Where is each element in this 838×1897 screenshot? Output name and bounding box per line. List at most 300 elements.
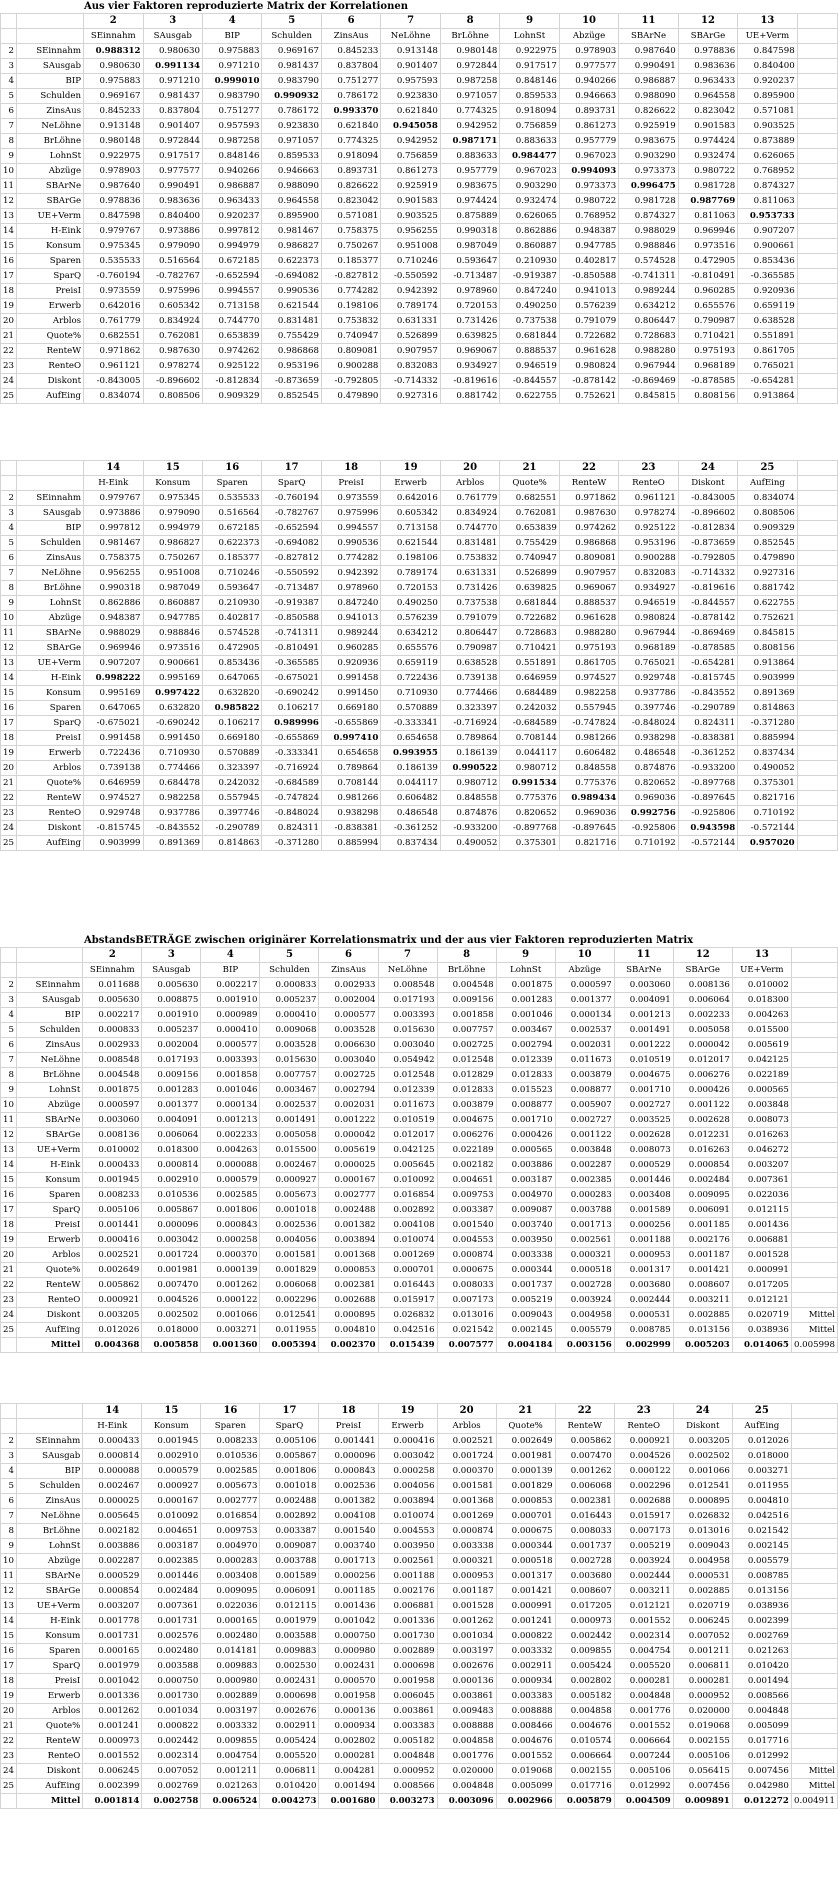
value-cell[interactable]: 0.375301 — [500, 836, 559, 851]
value-cell[interactable]: 0.005424 — [260, 1734, 319, 1749]
value-cell[interactable]: 0.654658 — [381, 731, 440, 746]
col-number[interactable]: 10 — [559, 14, 618, 29]
value-cell[interactable]: 0.002004 — [142, 1038, 201, 1053]
extra-cell[interactable] — [791, 1674, 837, 1689]
extra-cell[interactable] — [797, 59, 837, 74]
value-cell[interactable]: 0.750267 — [321, 239, 380, 254]
value-cell[interactable]: 0.977577 — [143, 164, 202, 179]
col-name[interactable]: AufEing — [738, 476, 797, 491]
row-number[interactable]: 3 — [1, 506, 17, 521]
value-cell[interactable]: 0.000973 — [555, 1614, 614, 1629]
row-number[interactable]: 13 — [1, 1143, 17, 1158]
row-label[interactable]: Quote% — [16, 329, 83, 344]
value-cell[interactable]: 0.002296 — [614, 1479, 673, 1494]
extra-cell[interactable] — [797, 791, 837, 806]
value-cell[interactable]: 0.956255 — [381, 224, 440, 239]
row-label[interactable]: NeLöhne — [16, 119, 83, 134]
value-cell[interactable]: 0.957020 — [738, 836, 797, 851]
value-cell[interactable]: -0.675021 — [84, 716, 143, 731]
value-cell[interactable]: 0.000283 — [555, 1188, 614, 1203]
value-cell[interactable]: 0.020000 — [437, 1764, 496, 1779]
row-label[interactable]: H-Eink — [16, 1158, 82, 1173]
value-cell[interactable]: 0.000934 — [496, 1674, 555, 1689]
value-cell[interactable]: 0.009043 — [496, 1308, 555, 1323]
extra-cell[interactable] — [797, 776, 837, 791]
value-cell[interactable]: 0.987171 — [440, 134, 499, 149]
value-cell[interactable]: 0.001528 — [732, 1248, 791, 1263]
value-cell[interactable]: 0.004958 — [555, 1308, 614, 1323]
value-cell[interactable]: 0.016443 — [555, 1509, 614, 1524]
value-cell[interactable]: 0.903999 — [738, 671, 797, 686]
value-cell[interactable]: 0.001713 — [555, 1218, 614, 1233]
value-cell[interactable]: 0.001066 — [201, 1308, 260, 1323]
row-number[interactable]: 6 — [1, 551, 17, 566]
value-cell[interactable]: 0.852545 — [738, 536, 797, 551]
value-cell[interactable]: 0.007244 — [614, 1749, 673, 1764]
value-cell[interactable]: 0.003383 — [378, 1719, 437, 1734]
value-cell[interactable]: -0.747824 — [262, 791, 321, 806]
row-number[interactable]: 20 — [1, 1704, 17, 1719]
value-cell[interactable]: 0.002777 — [319, 1188, 378, 1203]
value-cell[interactable]: 0.008877 — [555, 1083, 614, 1098]
corner-cell[interactable] — [1, 963, 17, 978]
value-cell[interactable]: 0.012115 — [732, 1203, 791, 1218]
row-number[interactable]: 25 — [1, 836, 17, 851]
row-label[interactable]: Sparen — [16, 1188, 82, 1203]
value-cell[interactable]: 0.873889 — [738, 134, 797, 149]
value-cell[interactable]: -0.815745 — [678, 671, 737, 686]
value-cell[interactable]: 0.571081 — [321, 209, 380, 224]
value-cell[interactable]: 0.013016 — [673, 1524, 732, 1539]
value-cell[interactable]: 0.000989 — [201, 1008, 260, 1023]
value-cell[interactable]: 0.000750 — [319, 1629, 378, 1644]
value-cell[interactable]: 0.811063 — [678, 209, 737, 224]
value-cell[interactable]: 0.626065 — [738, 149, 797, 164]
value-cell[interactable]: 0.903999 — [84, 836, 143, 851]
value-cell[interactable]: 0.000096 — [319, 1449, 378, 1464]
value-cell[interactable]: -0.827812 — [262, 551, 321, 566]
value-cell[interactable]: 0.486548 — [381, 806, 440, 821]
value-cell[interactable]: 0.942952 — [381, 134, 440, 149]
value-cell[interactable]: 0.001018 — [260, 1479, 319, 1494]
col-number[interactable]: 15 — [142, 1404, 201, 1419]
row-number[interactable]: 6 — [1, 1038, 17, 1053]
extra-cell[interactable] — [797, 836, 837, 851]
value-cell[interactable]: 0.988090 — [619, 89, 678, 104]
extra-cell[interactable] — [797, 269, 837, 284]
col-number[interactable]: 5 — [260, 948, 319, 963]
value-cell[interactable]: 0.198106 — [321, 299, 380, 314]
value-cell[interactable]: 0.516564 — [143, 254, 202, 269]
value-cell[interactable]: -0.741311 — [619, 269, 678, 284]
value-cell[interactable]: 0.647065 — [202, 671, 261, 686]
value-cell[interactable]: 0.000701 — [496, 1509, 555, 1524]
value-cell[interactable]: 0.929748 — [84, 806, 143, 821]
value-cell[interactable]: -0.792805 — [678, 551, 737, 566]
row-label[interactable]: LohnSt — [16, 596, 83, 611]
value-cell[interactable]: 0.001724 — [437, 1449, 496, 1464]
value-cell[interactable]: -0.850588 — [559, 269, 618, 284]
value-cell[interactable]: 0.000416 — [83, 1233, 142, 1248]
value-cell[interactable]: 0.574528 — [202, 626, 261, 641]
row-label[interactable]: NeLöhne — [16, 1509, 82, 1524]
col-number[interactable]: 18 — [321, 461, 380, 476]
mittel-value[interactable]: 0.001680 — [319, 1794, 378, 1809]
row-number[interactable]: 2 — [1, 1434, 17, 1449]
value-cell[interactable]: 0.001491 — [260, 1113, 319, 1128]
value-cell[interactable]: 0.490052 — [738, 761, 797, 776]
value-cell[interactable]: 0.004651 — [142, 1524, 201, 1539]
value-cell[interactable]: 0.000426 — [496, 1128, 555, 1143]
value-cell[interactable]: 0.003861 — [437, 1689, 496, 1704]
value-cell[interactable]: 0.021542 — [437, 1323, 496, 1338]
value-cell[interactable]: 0.006881 — [732, 1233, 791, 1248]
extra-cell[interactable] — [791, 1434, 837, 1449]
value-cell[interactable]: 0.982258 — [559, 686, 618, 701]
value-cell[interactable]: 0.001737 — [496, 1278, 555, 1293]
col-name[interactable]: BrLöhne — [437, 963, 496, 978]
extra-cell[interactable] — [791, 1023, 837, 1038]
value-cell[interactable]: 0.004848 — [378, 1749, 437, 1764]
value-cell[interactable]: 0.002431 — [260, 1674, 319, 1689]
value-cell[interactable]: 0.710246 — [202, 566, 261, 581]
value-cell[interactable]: 0.006811 — [673, 1659, 732, 1674]
value-cell[interactable]: 0.895900 — [738, 89, 797, 104]
mittel-value[interactable]: 0.002758 — [142, 1794, 201, 1809]
extra-cell[interactable] — [791, 1263, 837, 1278]
value-cell[interactable]: 0.969946 — [678, 224, 737, 239]
row-label[interactable]: SBArNe — [16, 1569, 82, 1584]
value-cell[interactable]: -0.878585 — [678, 374, 737, 389]
value-cell[interactable]: 0.002031 — [555, 1038, 614, 1053]
value-cell[interactable]: 0.983675 — [619, 134, 678, 149]
value-cell[interactable]: 0.000895 — [673, 1494, 732, 1509]
value-cell[interactable]: 0.000843 — [201, 1218, 260, 1233]
row-label[interactable]: SparQ — [16, 716, 83, 731]
value-cell[interactable]: 0.038936 — [732, 1599, 791, 1614]
value-cell[interactable]: 0.000854 — [673, 1158, 732, 1173]
value-cell[interactable]: 0.490250 — [500, 299, 559, 314]
col-number[interactable]: 19 — [378, 1404, 437, 1419]
col-name[interactable]: SBArGe — [673, 963, 732, 978]
row-number[interactable]: 15 — [1, 1173, 17, 1188]
row-label[interactable]: AufEing — [16, 836, 83, 851]
value-cell[interactable]: 0.021542 — [732, 1524, 791, 1539]
value-cell[interactable]: 0.000853 — [496, 1494, 555, 1509]
value-cell[interactable]: 0.375301 — [738, 776, 797, 791]
value-cell[interactable]: 0.001262 — [83, 1704, 142, 1719]
value-cell[interactable]: 0.001581 — [437, 1479, 496, 1494]
value-cell[interactable]: -0.896602 — [678, 506, 737, 521]
value-cell[interactable]: 0.791079 — [440, 611, 499, 626]
value-cell[interactable]: 0.002484 — [142, 1584, 201, 1599]
extra-cell[interactable] — [791, 978, 837, 993]
value-cell[interactable]: 0.574528 — [619, 254, 678, 269]
value-cell[interactable]: 0.005867 — [142, 1203, 201, 1218]
value-cell[interactable]: -0.365585 — [262, 656, 321, 671]
value-cell[interactable]: 0.006245 — [673, 1614, 732, 1629]
row-number[interactable]: 16 — [1, 1644, 17, 1659]
value-cell[interactable]: 0.000934 — [319, 1719, 378, 1734]
value-cell[interactable]: 0.895900 — [262, 209, 321, 224]
value-cell[interactable]: 0.848558 — [440, 791, 499, 806]
value-cell[interactable]: 0.987049 — [143, 581, 202, 596]
value-cell[interactable]: 0.859533 — [500, 89, 559, 104]
value-cell[interactable]: 0.003387 — [437, 1203, 496, 1218]
value-cell[interactable]: 0.010092 — [142, 1509, 201, 1524]
extra-cell[interactable] — [797, 74, 837, 89]
value-cell[interactable]: 0.004848 — [437, 1779, 496, 1794]
col-number[interactable]: 20 — [440, 461, 499, 476]
value-cell[interactable]: 0.925122 — [619, 521, 678, 536]
row-label[interactable]: BrLöhne — [16, 581, 83, 596]
value-cell[interactable]: -0.869469 — [678, 626, 737, 641]
row-number[interactable]: 9 — [1, 1539, 17, 1554]
value-cell[interactable]: 0.008136 — [83, 1128, 142, 1143]
value-cell[interactable]: 0.989996 — [262, 716, 321, 731]
value-cell[interactable]: 0.984477 — [500, 149, 559, 164]
extra-cell[interactable] — [791, 1053, 837, 1068]
extra-cell[interactable] — [797, 89, 837, 104]
col-number[interactable]: 7 — [378, 948, 437, 963]
value-cell[interactable]: 0.001552 — [496, 1749, 555, 1764]
value-cell[interactable]: 0.003207 — [83, 1599, 142, 1614]
value-cell[interactable]: 0.006045 — [378, 1689, 437, 1704]
value-cell[interactable]: 0.323397 — [440, 701, 499, 716]
row-number[interactable]: 24 — [1, 1764, 17, 1779]
mittel-overall[interactable]: 0.005998 — [791, 1338, 837, 1353]
value-cell[interactable]: 0.001336 — [378, 1614, 437, 1629]
value-cell[interactable]: -0.714332 — [678, 566, 737, 581]
value-cell[interactable]: 0.004848 — [614, 1689, 673, 1704]
value-cell[interactable]: 0.008566 — [732, 1689, 791, 1704]
value-cell[interactable]: 0.997812 — [202, 224, 261, 239]
value-cell[interactable]: 0.526899 — [381, 329, 440, 344]
value-cell[interactable]: 0.980712 — [500, 761, 559, 776]
extra-cell[interactable] — [791, 1278, 837, 1293]
value-cell[interactable]: 0.005237 — [142, 1023, 201, 1038]
value-cell[interactable]: 0.669180 — [321, 701, 380, 716]
value-cell[interactable]: 0.003211 — [614, 1584, 673, 1599]
value-cell[interactable]: 0.634212 — [381, 626, 440, 641]
value-cell[interactable]: 0.003924 — [614, 1554, 673, 1569]
value-cell[interactable]: 0.397746 — [202, 806, 261, 821]
value-cell[interactable]: -0.675021 — [262, 671, 321, 686]
value-cell[interactable]: 0.002536 — [260, 1218, 319, 1233]
value-cell[interactable]: 0.186139 — [440, 746, 499, 761]
value-cell[interactable]: 0.975883 — [202, 44, 261, 59]
extra-cell[interactable] — [797, 179, 837, 194]
value-cell[interactable]: 0.000256 — [319, 1569, 378, 1584]
extra-cell[interactable] — [797, 566, 837, 581]
row-number[interactable]: 23 — [1, 1293, 17, 1308]
value-cell[interactable]: 0.808156 — [738, 641, 797, 656]
row-number[interactable]: 24 — [1, 821, 17, 836]
row-label[interactable]: ZinsAus — [16, 551, 83, 566]
value-cell[interactable]: -0.815745 — [84, 821, 143, 836]
value-cell[interactable]: 0.001875 — [496, 978, 555, 993]
value-cell[interactable]: 0.993370 — [321, 104, 380, 119]
value-cell[interactable]: 0.002431 — [319, 1659, 378, 1674]
value-cell[interactable]: 0.042125 — [732, 1053, 791, 1068]
value-cell[interactable]: 0.000874 — [437, 1524, 496, 1539]
col-number[interactable]: 21 — [496, 1404, 555, 1419]
extra-cell[interactable] — [797, 581, 837, 596]
value-cell[interactable]: 0.969946 — [84, 641, 143, 656]
value-cell[interactable]: 0.001737 — [555, 1539, 614, 1554]
row-number[interactable]: 9 — [1, 149, 17, 164]
value-cell[interactable]: 0.900661 — [738, 239, 797, 254]
value-cell[interactable]: 0.005673 — [260, 1188, 319, 1203]
value-cell[interactable]: 0.789864 — [321, 761, 380, 776]
value-cell[interactable]: 0.012548 — [378, 1068, 437, 1083]
value-cell[interactable]: 0.044117 — [500, 746, 559, 761]
row-label[interactable]: Diskont — [16, 1764, 82, 1779]
value-cell[interactable]: 0.653839 — [500, 521, 559, 536]
row-label[interactable]: SAusgab — [16, 993, 82, 1008]
value-cell[interactable]: 0.971862 — [559, 491, 618, 506]
extra-cell[interactable] — [791, 1629, 837, 1644]
value-cell[interactable]: 0.002561 — [378, 1554, 437, 1569]
value-cell[interactable]: 0.710246 — [381, 254, 440, 269]
value-cell[interactable]: 0.987640 — [619, 44, 678, 59]
row-label[interactable]: Konsum — [16, 686, 83, 701]
value-cell[interactable]: 0.932474 — [500, 194, 559, 209]
value-cell[interactable]: 0.622373 — [262, 254, 321, 269]
col-name[interactable]: AufEing — [732, 1419, 791, 1434]
row-label[interactable]: SBArGe — [16, 641, 83, 656]
value-cell[interactable]: 0.001241 — [83, 1719, 142, 1734]
value-cell[interactable]: 0.001858 — [437, 1008, 496, 1023]
value-cell[interactable]: 0.017205 — [732, 1278, 791, 1293]
value-cell[interactable]: 0.000433 — [83, 1158, 142, 1173]
value-cell[interactable]: 0.631331 — [381, 314, 440, 329]
value-cell[interactable]: 0.004526 — [614, 1449, 673, 1464]
col-number[interactable]: 16 — [201, 1404, 260, 1419]
row-number[interactable]: 8 — [1, 1524, 17, 1539]
value-cell[interactable]: 0.621840 — [381, 104, 440, 119]
value-cell[interactable]: 0.008607 — [555, 1584, 614, 1599]
value-cell[interactable]: 0.961628 — [559, 344, 618, 359]
value-cell[interactable]: 0.570889 — [381, 701, 440, 716]
value-cell[interactable]: 0.004526 — [142, 1293, 201, 1308]
value-cell[interactable]: 0.909329 — [738, 521, 797, 536]
row-label[interactable]: Erwerb — [16, 1689, 82, 1704]
value-cell[interactable]: 0.000814 — [142, 1158, 201, 1173]
value-cell[interactable]: 0.860887 — [500, 239, 559, 254]
mittel-value[interactable]: 0.014065 — [732, 1338, 791, 1353]
value-cell[interactable]: 0.988846 — [143, 626, 202, 641]
value-cell[interactable]: 0.003211 — [673, 1293, 732, 1308]
value-cell[interactable]: 0.001858 — [201, 1068, 260, 1083]
value-cell[interactable]: 0.001187 — [673, 1248, 732, 1263]
corner-cell[interactable] — [1, 14, 17, 29]
extra-cell[interactable] — [791, 1113, 837, 1128]
value-cell[interactable]: 0.001540 — [319, 1524, 378, 1539]
value-cell[interactable]: 0.907957 — [559, 566, 618, 581]
value-cell[interactable]: 0.001910 — [142, 1008, 201, 1023]
value-cell[interactable]: 0.913148 — [84, 119, 143, 134]
value-cell[interactable]: 0.007361 — [732, 1173, 791, 1188]
value-cell[interactable]: 0.808156 — [678, 389, 737, 404]
row-label[interactable]: SparQ — [16, 269, 83, 284]
value-cell[interactable]: 0.002521 — [437, 1434, 496, 1449]
col-name[interactable]: Schulden — [262, 29, 321, 44]
extra-cell[interactable] — [797, 119, 837, 134]
value-cell[interactable]: 0.710192 — [738, 806, 797, 821]
value-cell[interactable]: 0.969167 — [262, 44, 321, 59]
value-cell[interactable]: 0.943598 — [678, 821, 737, 836]
col-name[interactable]: Sparen — [201, 1419, 260, 1434]
value-cell[interactable]: 0.011955 — [732, 1479, 791, 1494]
row-number[interactable]: 4 — [1, 1008, 17, 1023]
value-cell[interactable]: 0.004056 — [260, 1233, 319, 1248]
value-cell[interactable]: 0.009068 — [260, 1023, 319, 1038]
value-cell[interactable]: 0.002561 — [555, 1233, 614, 1248]
value-cell[interactable]: 0.000283 — [201, 1554, 260, 1569]
value-cell[interactable]: 0.000167 — [319, 1173, 378, 1188]
value-cell[interactable]: 0.013016 — [437, 1308, 496, 1323]
value-cell[interactable]: 0.015523 — [496, 1083, 555, 1098]
value-cell[interactable]: 0.012121 — [732, 1293, 791, 1308]
value-cell[interactable]: 0.005219 — [614, 1539, 673, 1554]
value-cell[interactable]: 0.002176 — [378, 1584, 437, 1599]
value-cell[interactable]: -0.896602 — [143, 374, 202, 389]
value-cell[interactable]: 0.000088 — [201, 1158, 260, 1173]
value-cell[interactable]: 0.003332 — [496, 1644, 555, 1659]
value-cell[interactable]: 0.021263 — [732, 1644, 791, 1659]
value-cell[interactable]: 0.001979 — [260, 1614, 319, 1629]
value-cell[interactable]: 0.986827 — [262, 239, 321, 254]
value-cell[interactable]: 0.008875 — [142, 993, 201, 1008]
value-cell[interactable]: -0.873659 — [262, 374, 321, 389]
value-cell[interactable]: 0.001829 — [260, 1263, 319, 1278]
value-cell[interactable]: -0.371280 — [738, 716, 797, 731]
row-number[interactable]: 10 — [1, 611, 17, 626]
extra-cell[interactable] — [791, 1158, 837, 1173]
col-number[interactable]: 16 — [202, 461, 261, 476]
value-cell[interactable]: 0.971862 — [84, 344, 143, 359]
row-label[interactable]: UE+Verm — [16, 209, 83, 224]
value-cell[interactable]: 0.003387 — [260, 1524, 319, 1539]
row-number[interactable]: 23 — [1, 1749, 17, 1764]
value-cell[interactable]: 0.001368 — [437, 1494, 496, 1509]
value-cell[interactable]: 0.975345 — [143, 491, 202, 506]
value-cell[interactable]: -0.782767 — [262, 506, 321, 521]
value-cell[interactable]: 0.983790 — [262, 74, 321, 89]
col-number[interactable]: 6 — [321, 14, 380, 29]
extra-cell[interactable] — [797, 671, 837, 686]
value-cell[interactable]: 0.786172 — [262, 104, 321, 119]
col-number[interactable]: 24 — [673, 1404, 732, 1419]
value-cell[interactable]: 0.634212 — [619, 299, 678, 314]
row-number[interactable]: 2 — [1, 44, 17, 59]
value-cell[interactable]: 0.011955 — [260, 1323, 319, 1338]
value-cell[interactable]: 0.681844 — [500, 329, 559, 344]
value-cell[interactable]: 0.010519 — [378, 1113, 437, 1128]
value-cell[interactable]: 0.001382 — [319, 1218, 378, 1233]
row-number[interactable]: 21 — [1, 1719, 17, 1734]
value-cell[interactable]: -0.361252 — [678, 746, 737, 761]
value-cell[interactable]: 0.006276 — [673, 1068, 732, 1083]
value-cell[interactable]: 0.009095 — [201, 1584, 260, 1599]
value-cell[interactable]: 0.001528 — [437, 1599, 496, 1614]
value-cell[interactable]: 0.000952 — [378, 1764, 437, 1779]
value-cell[interactable]: 0.003383 — [496, 1689, 555, 1704]
value-cell[interactable]: 0.009043 — [673, 1539, 732, 1554]
value-cell[interactable]: 0.000256 — [614, 1218, 673, 1233]
value-cell[interactable]: 0.961121 — [619, 491, 678, 506]
